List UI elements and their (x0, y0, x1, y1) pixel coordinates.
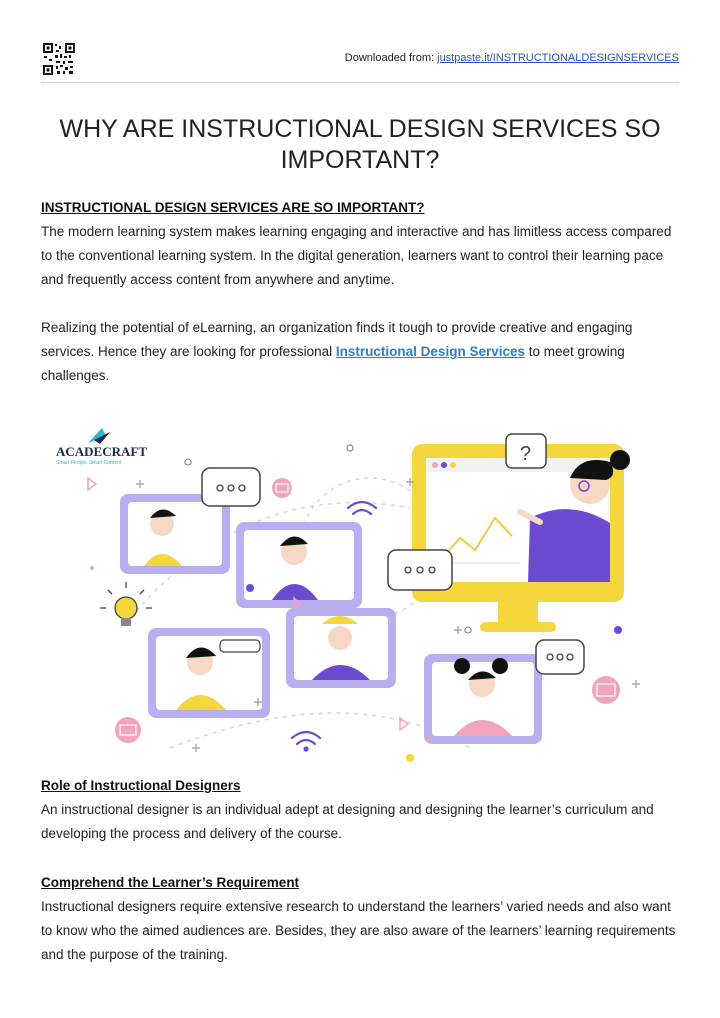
question-icon (506, 434, 546, 468)
comprehend-section (41, 873, 679, 967)
student-screen-5 (424, 654, 542, 744)
role-paragraph: An instructional designer is an individual adept at designing and designing the learner’s curriculum and developing the process and delivery of the course. (41, 802, 654, 841)
download-link[interactable]: justpaste.it/INSTRUCTIONALDESIGNSERVICES (437, 52, 679, 64)
mail-icon (115, 717, 141, 743)
chat-bubble-icon (202, 468, 260, 506)
comprehend-paragraph: Instructional designers require extensive research to understand the learners’ varied needs and also want to know who the aimed audiences are. Besides, they are also aware of the learners’ learning requirements and the purpose of the training. (41, 899, 676, 962)
page-title: WHY ARE INSTRUCTIONAL DESIGN SERVICES SO IMPORTANT? (59, 115, 661, 174)
mail-icon (592, 676, 620, 704)
logo-tagline: Smart People. Smart Content (56, 460, 122, 466)
role-heading: Role of Instructional Designers (41, 778, 241, 793)
elearning-illustration (50, 418, 670, 768)
student-screen-3 (148, 628, 270, 718)
qr-code-icon (42, 42, 76, 76)
intro-paragraph-2 (41, 316, 679, 388)
student-screen-4 (286, 608, 396, 688)
download-source (345, 52, 679, 64)
chat-bubble-icon (536, 640, 584, 674)
header-divider (41, 82, 679, 83)
instructional-design-services-link[interactable]: Instructional Design Services (335, 344, 525, 359)
wifi-icon (292, 732, 320, 751)
intro-heading: INSTRUCTIONAL DESIGN SERVICES ARE SO IMPORTANT? (41, 200, 425, 215)
logo-name: ACADECRAFT (56, 444, 147, 459)
svg-text:?: ? (520, 443, 532, 465)
comprehend-heading: Comprehend the Learner’s Requirement (41, 875, 300, 890)
acadecraft-logo (56, 428, 147, 466)
chat-bubble-icon (388, 550, 452, 590)
wifi-icon (348, 502, 376, 514)
lightbulb-icon (100, 582, 152, 626)
student-screen-2 (236, 522, 362, 608)
role-section (41, 776, 679, 846)
mail-icon (272, 478, 292, 498)
intro-section (41, 198, 679, 388)
download-prefix: Downloaded from: (344, 52, 435, 64)
intro-paragraph-1: The modern learning system makes learning engaging and interactive and has limitless access compared to the conventional learning system. In the digital generation, learners want to control their learning pace and frequently access content from anywhere and anytime. (41, 224, 672, 287)
intro-p2-text: Realizing the potential of eLearning, an organization finds it tough to provide creative and engaging services. Hence they are looking for professional (41, 320, 633, 359)
intro-p2-end: to meet growing challenges. (41, 344, 625, 383)
